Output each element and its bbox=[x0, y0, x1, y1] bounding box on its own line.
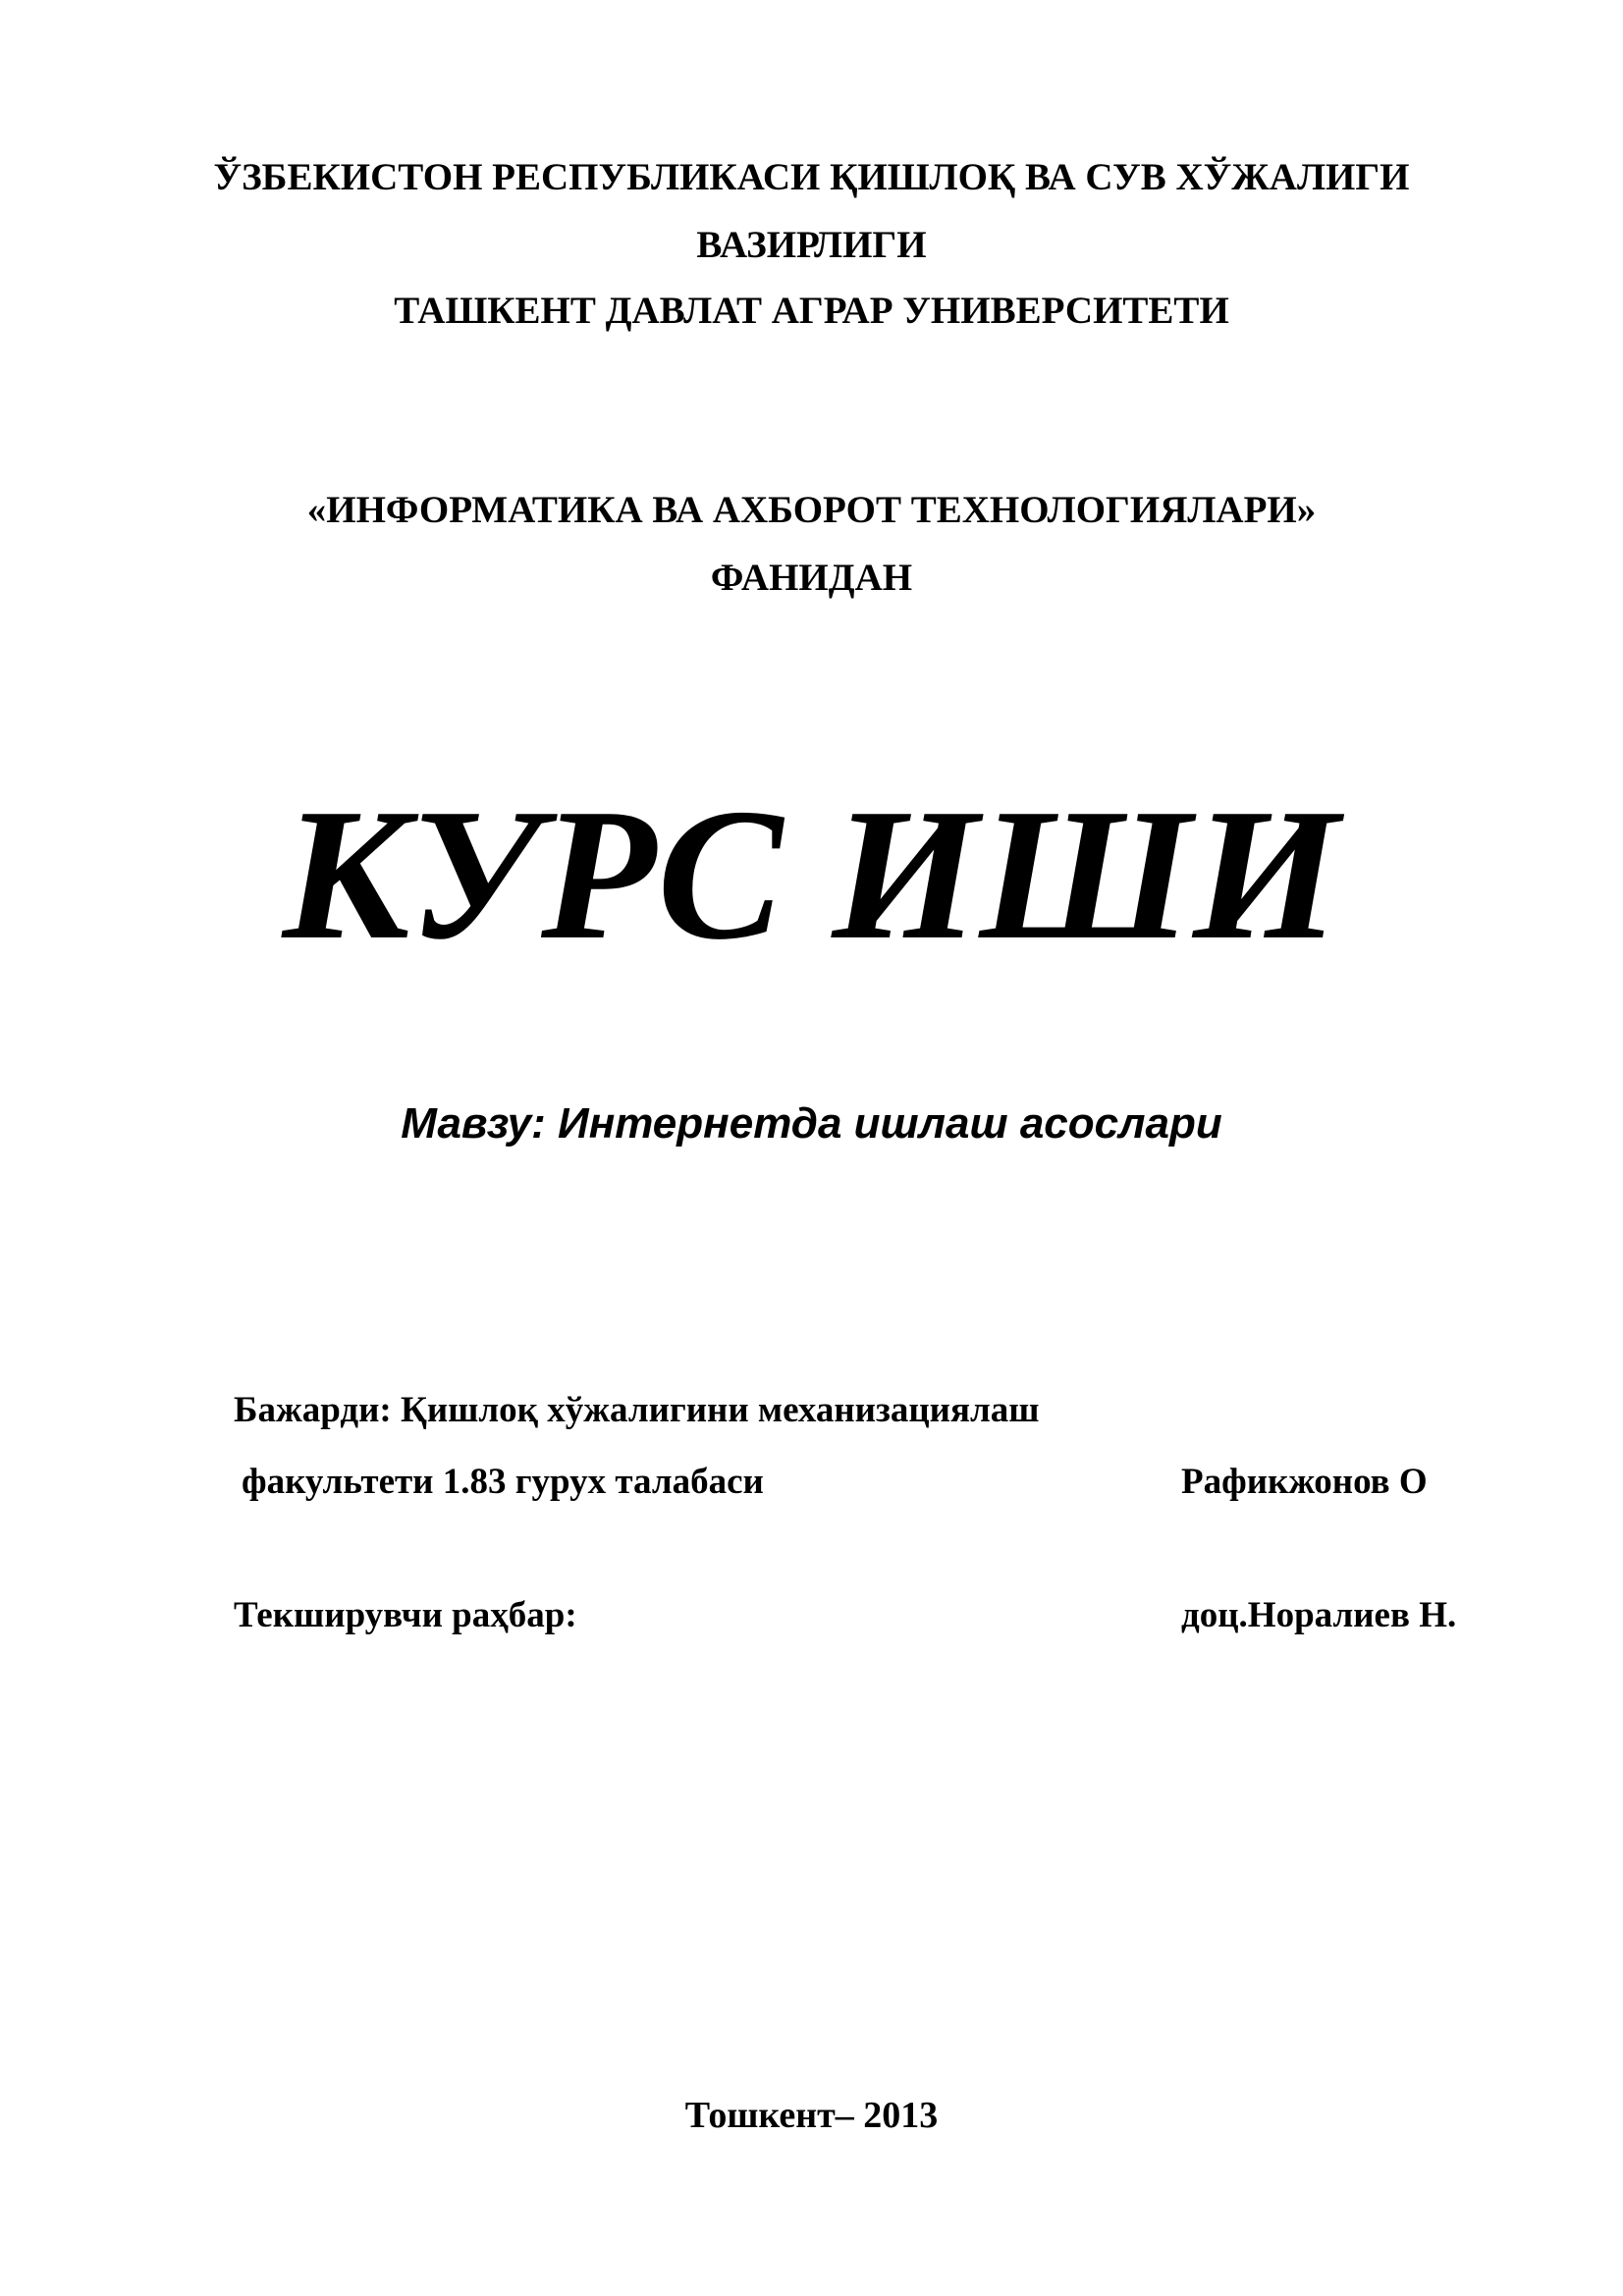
ministry-line-2: ВАЗИРЛИГИ bbox=[696, 224, 927, 266]
subject-line-2: ФАНИДАН bbox=[710, 557, 913, 599]
supervisor-label: Текширувчи раҳбар: bbox=[234, 1595, 577, 1635]
topic-line: Мавзу: Интернетда ишлаш асослари bbox=[401, 1099, 1222, 1148]
subject-line-1: «ИНФОРМАТИКА ВА АХБОРОТ ТЕХНОЛОГИЯЛАРИ» bbox=[306, 489, 1317, 531]
university-name: ТАШКЕНТ ДАВЛАТ АГРАР УНИВЕРСИТЕТИ bbox=[394, 290, 1229, 332]
supervisor-name: доц.Норалиев Н. bbox=[1181, 1595, 1457, 1635]
performer-line-2: факультети 1.83 гурух талабаси bbox=[242, 1462, 764, 1502]
city-year: Тошкент– 2013 bbox=[684, 2095, 939, 2136]
performer-line-1: Бажарди: Қишлоқ хўжалигини механизациялаш bbox=[234, 1390, 1040, 1430]
performer-name: Рафикжонов О bbox=[1181, 1462, 1428, 1502]
document-title: КУРС ИШИ bbox=[282, 770, 1341, 979]
ministry-line-1: ЎЗБЕКИСТОН РЕСПУБЛИКАСИ ҚИШЛОҚ ВА СУВ ХЎЖАЛИГИ bbox=[213, 156, 1410, 198]
